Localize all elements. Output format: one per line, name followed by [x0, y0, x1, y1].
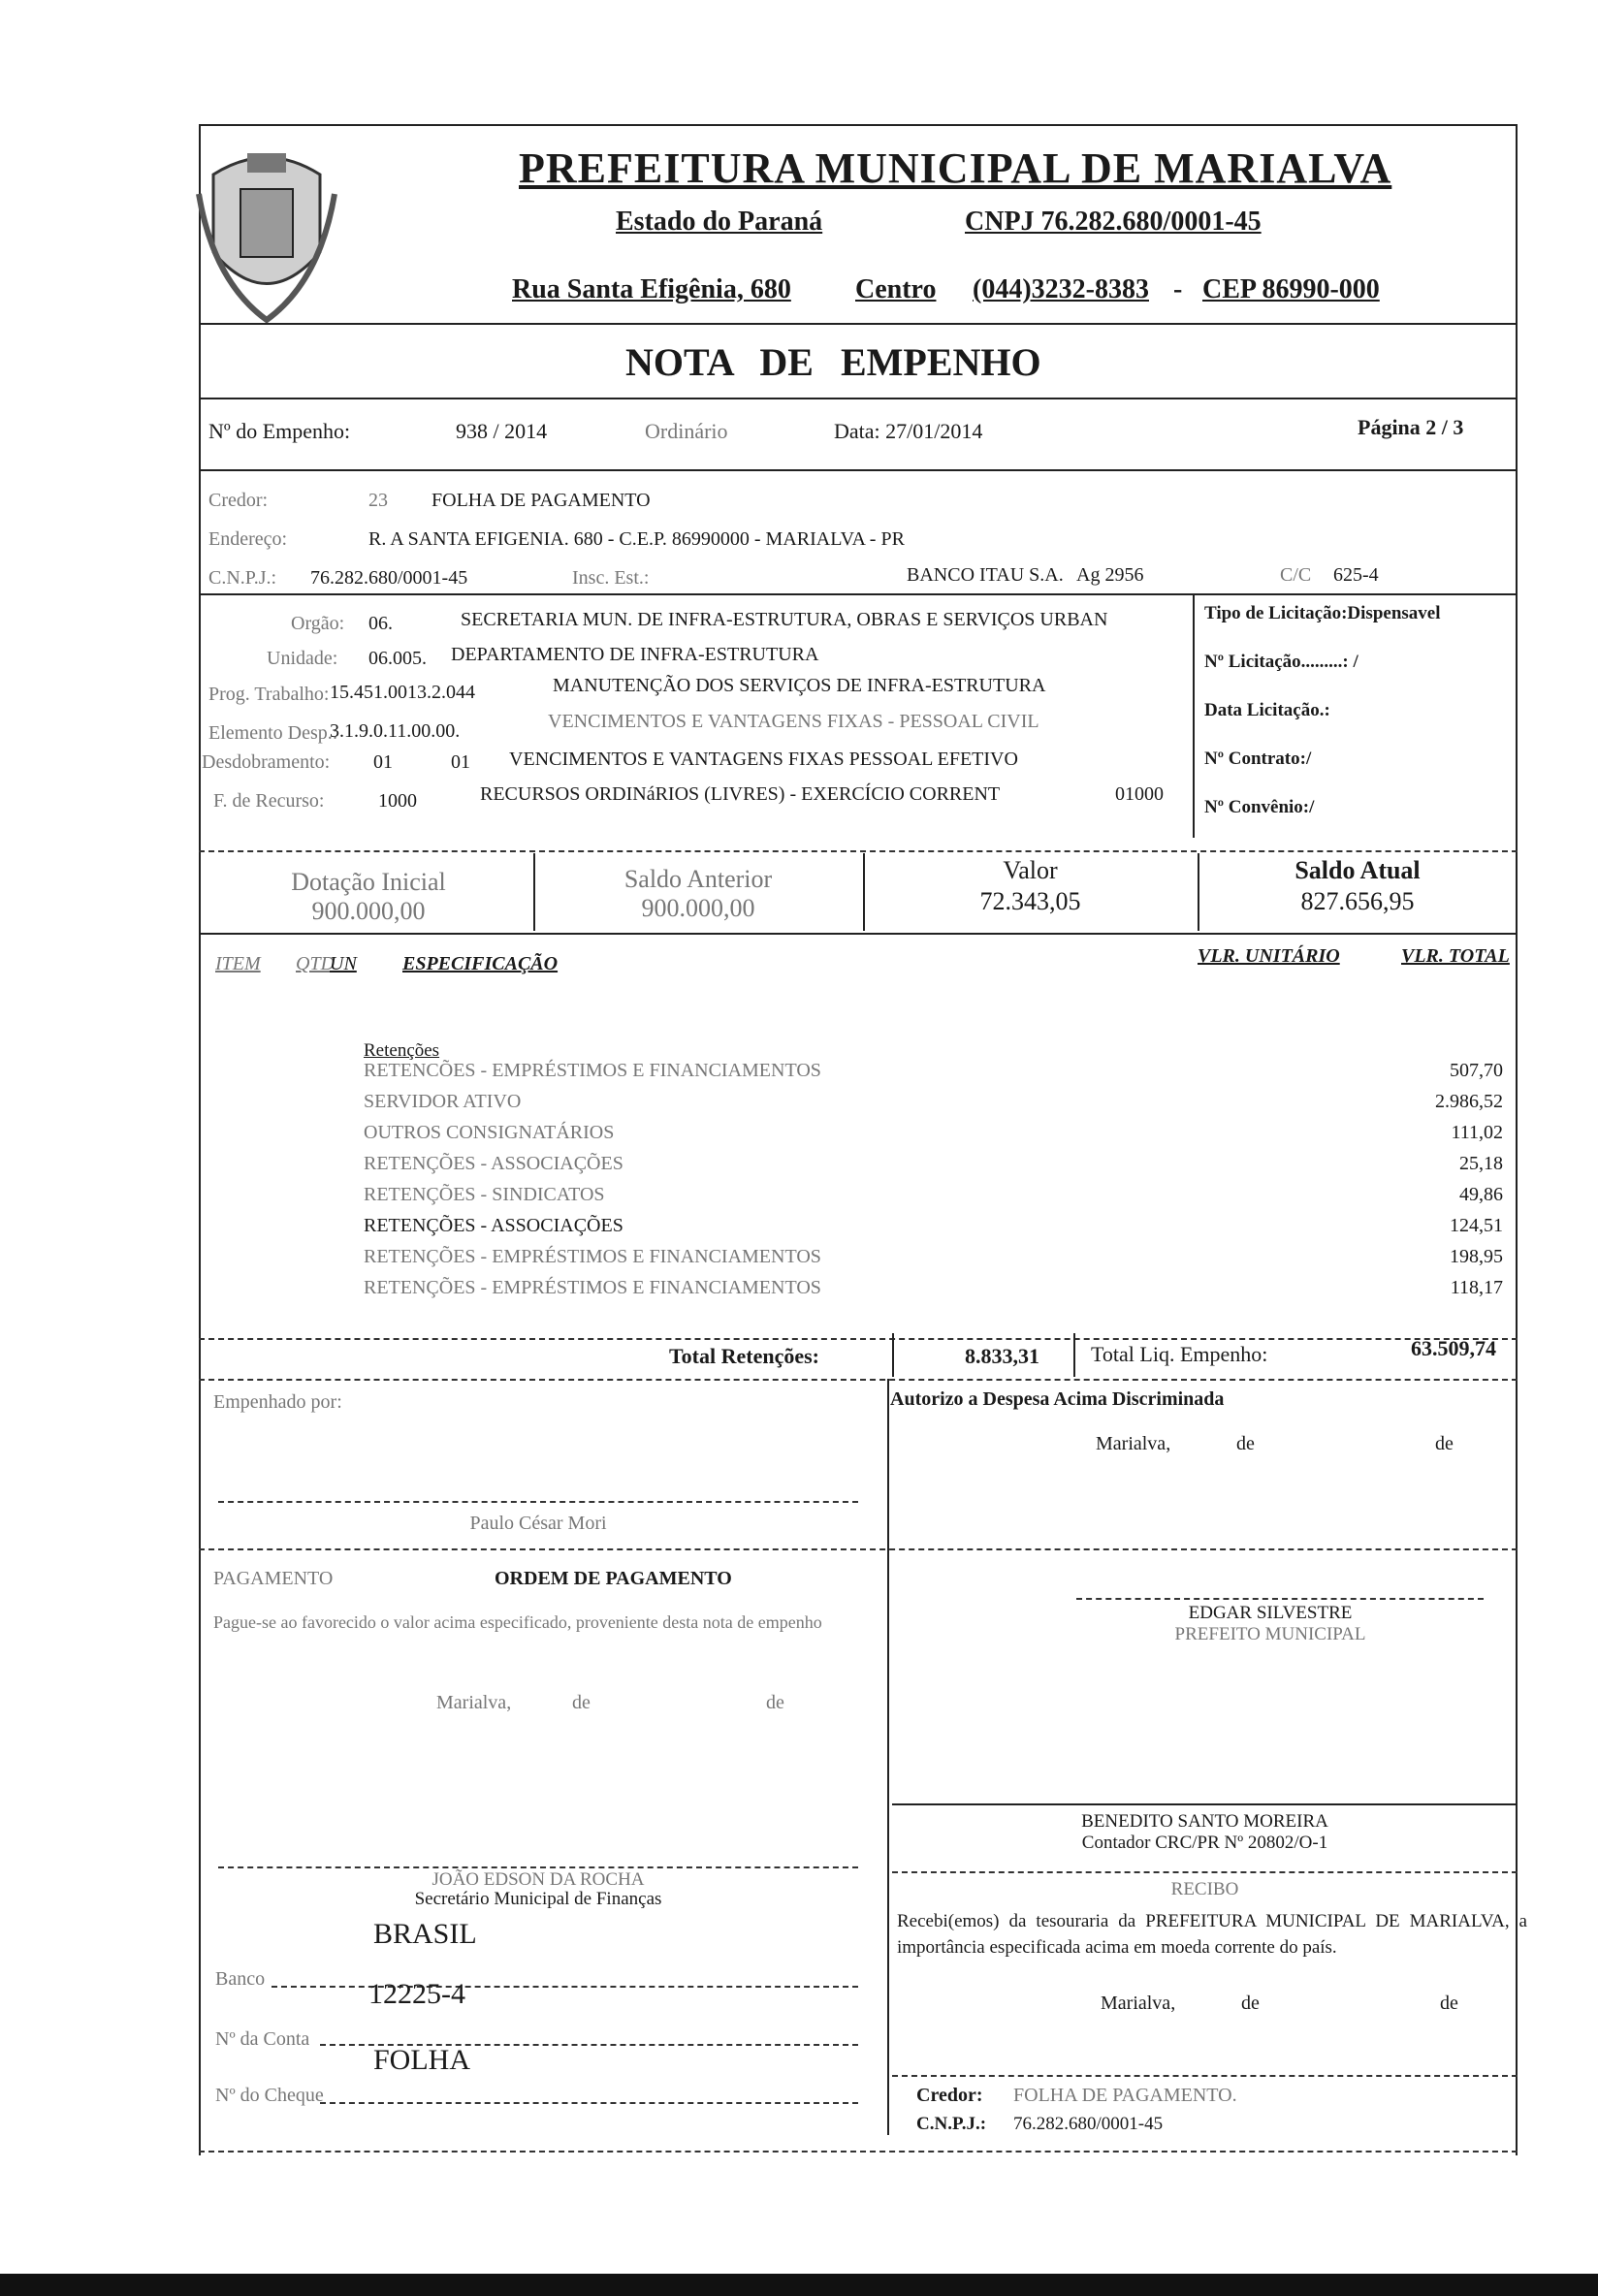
numero-licitacao: Nº Licitação.........: / — [1204, 652, 1358, 672]
endereco-value: R. A SANTA EFIGENIA. 680 - C.E.P. 86990000 - MARIALVA - PR — [368, 528, 905, 550]
rule — [892, 1333, 894, 1377]
elemento-code: 3.1.9.0.11.00.00. — [330, 720, 461, 742]
frame-top — [199, 124, 1518, 126]
fonte-name: RECURSOS ORDINáRIOS (LIVRES) - EXERCÍCIO CORRENT — [480, 783, 1001, 805]
credor-name: FOLHA DE PAGAMENTO — [431, 490, 651, 511]
total-liquido-label: Total Liq. Empenho: — [1091, 1342, 1268, 1366]
col-valor-unitario: VLR. UNITÁRIO — [1198, 945, 1340, 967]
retencao-desc: RETENÇÕES - EMPRÉSTIMOS E FINANCIAMENTOS — [364, 1246, 821, 1267]
rule — [199, 323, 1518, 325]
valor-value: 72.343,05 — [979, 887, 1081, 915]
cheque-label: Nº do Cheque — [215, 2085, 324, 2106]
header-district: Centro — [855, 274, 937, 304]
rule — [892, 2075, 1518, 2077]
retencao-value: 49,86 — [1459, 1184, 1503, 1205]
header-title: PREFEITURA MUNICIPAL DE MARIALVA — [519, 144, 1392, 192]
saldo-atual-label: Saldo Atual — [1294, 856, 1421, 884]
rule — [892, 1871, 1518, 1873]
retencao-desc: SERVIDOR ATIVO — [364, 1091, 522, 1112]
header-cnpj: CNPJ 76.282.680/0001-45 — [965, 207, 1262, 237]
retencao-desc: RETENÇÕES - ASSOCIAÇÕES — [364, 1215, 623, 1236]
ordem-pagamento-text: Pague-se ao favorecido o valor acima especificado, proveniente desta nota de empenho — [213, 1612, 822, 1632]
col-un: UN — [330, 953, 357, 974]
contador-role: Contador CRC/PR Nº 20802/O-1 — [1081, 1833, 1328, 1853]
col-valor-total: VLR. TOTAL — [1401, 945, 1510, 967]
retencao-desc: OUTROS CONSIGNATÁRIOS — [364, 1122, 615, 1143]
cc-label: C/C — [1280, 564, 1312, 586]
desdobramento-name: VENCIMENTOS E VANTAGENS FIXAS PESSOAL EFETIVO — [509, 749, 1018, 770]
rule — [1073, 1333, 1075, 1377]
rule — [533, 853, 535, 931]
rule — [199, 933, 1518, 935]
rule — [199, 398, 1518, 399]
credor-code: 23 — [368, 490, 388, 511]
endereco-label: Endereço: — [208, 528, 288, 550]
retencao-value: 124,51 — [1450, 1215, 1503, 1236]
rule — [199, 1379, 1518, 1381]
page-number: Página 2 / 3 — [1358, 415, 1464, 439]
autorizo-city: Marialva, — [1096, 1433, 1171, 1454]
retencao-value: 25,18 — [1459, 1153, 1503, 1174]
cheque-value: FOLHA — [373, 2044, 471, 2076]
cnpj-value: 76.282.680/0001-45 — [310, 567, 468, 589]
orgao-label: Orgão: — [291, 613, 345, 634]
bank-name: BANCO ITAU S.A. — [907, 564, 1064, 586]
ordem-city: Marialva, — [436, 1692, 512, 1713]
recibo-city: Marialva, — [1101, 1993, 1176, 2014]
total-liquido-value: 63.509,74 — [1411, 1336, 1496, 1360]
col-especificacao: ESPECIFICAÇÃO — [402, 953, 559, 974]
pagamento-label: PAGAMENTO — [213, 1568, 334, 1589]
ordem-de1: de — [572, 1692, 591, 1713]
recibo-cnpj-label: C.N.P.J.: — [916, 2114, 987, 2134]
retencao-desc: RETENCÕES - EMPRÉSTIMOS E FINANCIAMENTOS — [364, 1060, 821, 1081]
recibo-title: RECIBO — [1170, 1879, 1239, 1899]
col-qtd: QTD — [296, 953, 336, 974]
rule — [199, 593, 1518, 595]
recibo-de2: de — [1440, 1993, 1458, 2014]
secretario-role: Secretário Municipal de Finanças — [414, 1889, 662, 1909]
autorizo-de2: de — [1435, 1433, 1454, 1454]
empenho-type: Ordinário — [645, 419, 728, 443]
col-item: ITEM — [215, 953, 261, 974]
rule — [863, 853, 865, 931]
rule — [199, 1338, 1518, 1340]
retencao-value: 118,17 — [1450, 1277, 1503, 1298]
rule — [1198, 853, 1199, 931]
elemento-name: VENCIMENTOS E VANTAGENS FIXAS - PESSOAL CIVIL — [548, 711, 1039, 732]
signature-line — [892, 1803, 1518, 1805]
fonte-label: F. de Recurso: — [213, 790, 325, 812]
elemento-label: Elemento Desp.: — [208, 722, 338, 744]
cnpj-label: C.N.P.J.: — [208, 567, 277, 589]
signature-line — [218, 1501, 858, 1503]
retencao-row — [364, 1153, 1503, 1184]
recibo-credor-label: Credor: — [916, 2085, 983, 2106]
prefeito-role: PREFEITO MUNICIPAL — [1174, 1624, 1366, 1644]
retencao-row — [364, 1060, 1503, 1091]
prefeito-name: EDGAR SILVESTRE — [1188, 1603, 1353, 1623]
unidade-code: 06.005. — [368, 648, 427, 669]
header-cep: CEP 86990-000 — [1202, 274, 1380, 304]
saldo-anterior-label: Saldo Anterior — [623, 865, 773, 893]
empenhado-signatory: Paulo César Mori — [469, 1513, 607, 1534]
unidade-name: DEPARTAMENTO DE INFRA-ESTRUTURA — [451, 644, 819, 665]
bank-agency: Ag 2956 — [1076, 564, 1144, 586]
orgao-name: SECRETARIA MUN. DE INFRA-ESTRUTURA, OBRAS E SERVIÇOS URBAN — [461, 609, 1108, 630]
cheque-line — [320, 2102, 858, 2104]
total-retencoes-label: Total Retenções: — [669, 1344, 819, 1368]
fonte-code: 1000 — [378, 790, 417, 812]
conta-label: Nº da Conta — [215, 2028, 310, 2050]
orgao-code: 06. — [368, 613, 393, 634]
header-separator: - — [1173, 274, 1183, 304]
frame-bottom — [199, 2151, 1518, 2152]
numero-convenio: Nº Convênio:/ — [1204, 797, 1315, 817]
recibo-text: Recebi(emos) da tesouraria da PREFEITURA MUNICIPAL DE MARIALVA, a importância especificada acima em moeda corrente do país. — [897, 1911, 1527, 1958]
autorizo-de1: de — [1236, 1433, 1255, 1454]
coat-of-arms-logo — [194, 136, 339, 330]
retencoes-list — [364, 1060, 1503, 1308]
unidade-label: Unidade: — [267, 648, 338, 669]
retencao-value: 198,95 — [1450, 1246, 1503, 1267]
insc-label: Insc. Est.: — [572, 567, 650, 589]
ordem-de2: de — [766, 1692, 784, 1713]
retencao-value: 2.986,52 — [1435, 1091, 1503, 1112]
prog-label: Prog. Trabalho: — [208, 684, 330, 705]
empenho-label: Nº do Empenho: — [208, 419, 351, 443]
recibo-de1: de — [1241, 1993, 1260, 2014]
retencao-desc: RETENÇÕES - ASSOCIAÇÕES — [364, 1153, 623, 1174]
saldo-anterior-value: 900.000,00 — [641, 894, 755, 922]
contador-name: BENEDITO SANTO MOREIRA — [1081, 1811, 1328, 1832]
retencoes-title: Retenções — [364, 1040, 440, 1061]
header-address: Rua Santa Efigênia, 680 — [512, 274, 791, 304]
tipo-licitacao: Tipo de Licitação:Dispensavel — [1204, 603, 1441, 623]
retencao-value: 507,70 — [1450, 1060, 1503, 1081]
empenho-number: 938 / 2014 — [456, 419, 548, 443]
secretario-name: JOÃO EDSON DA ROCHA — [431, 1869, 645, 1890]
desdobramento-code2: 01 — [451, 751, 470, 773]
banco-line — [272, 1986, 858, 1988]
prog-name: MANUTENÇÃO DOS SERVIÇOS DE INFRA-ESTRUTURA — [553, 675, 1046, 696]
rule — [1193, 593, 1195, 838]
signature-line — [1076, 1598, 1484, 1600]
retencao-value: 111,02 — [1451, 1122, 1503, 1143]
header-phone: (044)3232-8383 — [973, 274, 1149, 304]
header-state: Estado do Paraná — [616, 207, 823, 237]
conta-value: 12225-4 — [368, 1978, 465, 2010]
banco-label: Banco — [215, 1968, 266, 1990]
doc-title: NOTA DE EMPENHO — [625, 340, 1041, 384]
data-licitacao: Data Licitação.: — [1204, 700, 1330, 720]
retencao-row — [364, 1215, 1503, 1246]
ordem-pagamento-title: ORDEM DE PAGAMENTO — [495, 1568, 732, 1589]
retencao-row — [364, 1184, 1503, 1215]
recibo-cnpj-value: 76.282.680/0001-45 — [1013, 2114, 1164, 2134]
desdobramento-code1: 01 — [373, 751, 393, 773]
retencao-desc: RETENÇÕES - SINDICATOS — [364, 1184, 605, 1205]
empenhado-por-label: Empenhado por: — [213, 1391, 342, 1413]
frame-left — [199, 124, 201, 2155]
autorizo-text: Autorizo a Despesa Acima Discriminada — [890, 1388, 1225, 1410]
total-retencoes-value: 8.833,31 — [965, 1344, 1039, 1368]
scan-edge — [0, 2274, 1598, 2296]
credor-label: Credor: — [208, 490, 269, 511]
dotacao-label: Dotação Inicial — [291, 868, 446, 896]
empenho-date: Data: 27/01/2014 — [834, 419, 983, 443]
numero-contrato: Nº Contrato:/ — [1204, 749, 1312, 769]
rule — [199, 1548, 1518, 1550]
cc-value: 625-4 — [1333, 564, 1379, 586]
banco-value: BRASIL — [373, 1918, 477, 1950]
retencao-desc: RETENÇÕES - EMPRÉSTIMOS E FINANCIAMENTOS — [364, 1277, 821, 1298]
valor-label: Valor — [1003, 856, 1058, 884]
fonte-extra-code: 01000 — [1115, 783, 1164, 805]
saldo-atual-value: 827.656,95 — [1300, 887, 1415, 915]
rule — [199, 469, 1518, 471]
recibo-credor-value: FOLHA DE PAGAMENTO. — [1013, 2085, 1237, 2106]
dotacao-value: 900.000,00 — [311, 897, 426, 925]
rule — [199, 850, 1518, 852]
desdobramento-label: Desdobramento: — [202, 751, 331, 773]
retencao-row — [364, 1246, 1503, 1277]
retencao-row — [364, 1277, 1503, 1308]
retencao-row — [364, 1091, 1503, 1122]
signature-line — [218, 1866, 858, 1868]
rule — [887, 1379, 889, 2135]
retencao-row — [364, 1122, 1503, 1153]
prog-code: 15.451.0013.2.044 — [330, 682, 475, 703]
